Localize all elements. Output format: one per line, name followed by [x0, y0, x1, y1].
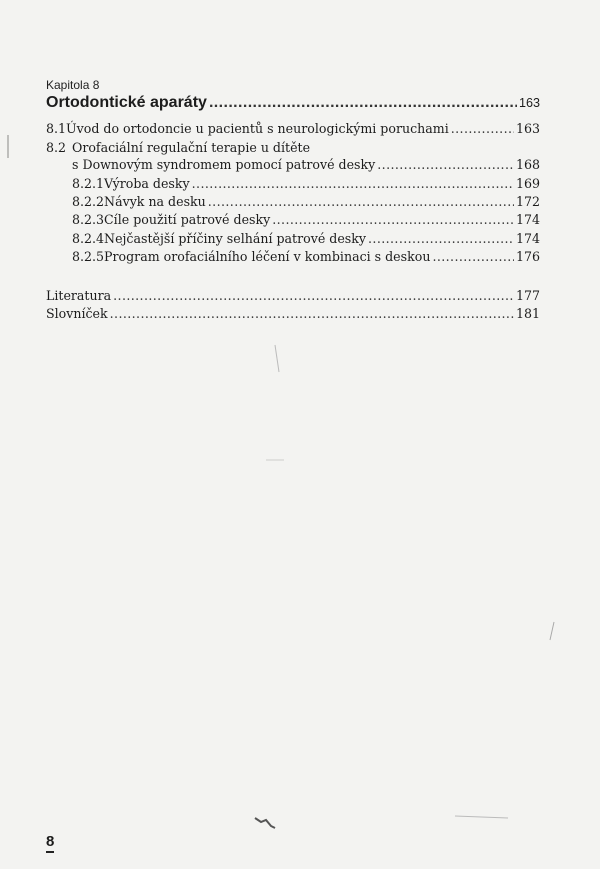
- entry-page: 172: [515, 194, 540, 209]
- entry-page: 168: [515, 157, 540, 172]
- entry-text: Literatura: [46, 288, 112, 303]
- entry-text: Cíle použití patrové desky: [104, 212, 271, 227]
- entry-page: 174: [515, 231, 540, 246]
- entry-number: 8.2.5: [72, 249, 105, 264]
- chapter-title: Ortodontické aparáty: [46, 94, 207, 111]
- entry-number: 8.2.2: [72, 194, 105, 209]
- entry-text: Program orofaciálního léčení v kombinaci s deskou: [104, 249, 431, 264]
- chapter-label: Kapitola 8: [46, 78, 100, 92]
- entry-text: Úvod do ortodoncie u pacientů s neurologickými poruchami: [66, 121, 449, 136]
- entry-text: Výroba desky: [104, 176, 190, 191]
- entry-page: 169: [515, 176, 540, 191]
- entry-text: Nejčastější příčiny selhání patrové desky: [104, 231, 367, 246]
- entry-number: 8.2: [46, 140, 67, 155]
- entry-text: s Downovým syndromem pomocí patrové desky: [72, 157, 376, 172]
- entry-number: 8.1: [46, 121, 67, 136]
- entry-number: 8.2.4: [72, 231, 105, 246]
- chapter-page: 163: [518, 96, 540, 110]
- entry-page: 181: [515, 306, 540, 321]
- entry-page: 176: [515, 249, 540, 264]
- entry-text: Orofaciální regulační terapie u dítěte: [72, 140, 311, 155]
- page-number: 8: [46, 834, 54, 853]
- entry-text: Návyk na desku: [104, 194, 206, 209]
- entry-number: 8.2.1: [72, 176, 105, 191]
- entry-page: 174: [515, 212, 540, 227]
- entry-number: 8.2.3: [72, 212, 105, 227]
- entry-page: 163: [515, 121, 540, 136]
- entry-text: Slovníček: [46, 306, 108, 321]
- entry-page: 177: [515, 288, 540, 303]
